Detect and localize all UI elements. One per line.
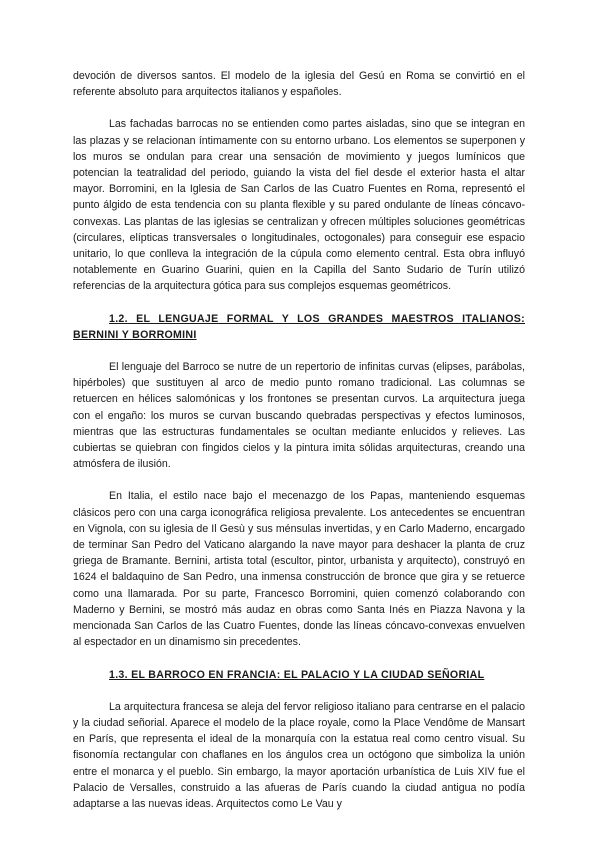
paragraph-gesu-continuation: devoción de diversos santos. El modelo de la iglesia del Gesú en Roma se convirtió en el referente absoluto para arquitectos italianos y españoles. bbox=[73, 70, 525, 99]
paragraph-italy-masters: En Italia, el estilo nace bajo el mecenazgo de los Papas, manteniendo esquemas clásicos pero con una carga iconográfica religiosa prevalente. Los antecedentes se encuentran en Vignola, con su iglesia de Il Gesù y sus ménsulas invertidas, y en Carlo Maderno, encargado de terminar San Pedro del Vaticano alargando la nave mayor para deshacer la planta de cruz griega de Bramante. Bernini, artista total (escultor, pintor, urbanista y arquitecto), construyó en 1624 el baldaquino de San Pedro, una inmensa construcción de bronce que gira y se retuerce como una llamarada. Por su parte, Francesco Borromini, quien comenzó colaborando con Maderno y Bernini, se mostró más audaz en obras como Santa Inés en Piazza Navona y la mencionada San Carlos de las Cuatro Fuentes, donde las líneas cóncavo-convexas envuelven al espectador en un dinamismo sin precedentes. bbox=[73, 490, 525, 649]
paragraph-french-architecture: La arquitectura francesa se aleja del fervor religioso italiano para centrarse en el palacio y la ciudad señorial. Aparece el modelo de la place royale, como la Place Vendôme de Mansart en París, que representa el ideal de la monarquía con la estatua real como centro visual. Su fisonomía rectangular con chaflanes en los ángulos crea un octógono que simboliza la unión entre el monarca y el pueblo. Sin embargo, la mayor aportación urbanística de Luis XIV fue el Palacio de Versalles, construido a las afueras de París cuando la ciudad antigua no podía adaptarse a las nuevas ideas. Arquitectos como Le Vau y bbox=[73, 700, 525, 810]
section-heading-1-3: 1.3. EL BARROCO EN FRANCIA: EL PALACIO Y LA CIUDAD SEÑORIAL bbox=[109, 668, 485, 681]
section-heading-1-2: 1.2. EL LENGUAJE FORMAL Y LOS GRANDES MAESTROS ITALIANOS: BERNINI Y BORROMINI bbox=[73, 312, 525, 341]
paragraph-baroque-language: El lenguaje del Barroco se nutre de un repertorio de infinitas curvas (elipses, parábolas, hipérboles) que sustituyen al arco de medio punto romano tradicional. Las columnas se retuercen en hélices salomónicas y los frontones se presentan curvos. La arquitectura juega con el engaño: los muros se curvan buscando quebradas perspectivas y efectos luminosos, mientras que las estructuras fundamentales se ocultan mediante enlucidos y relieves. Las cubiertas se quiebran con fingidos cielos y la pintura imita sólidas arquitecturas, creando una atmósfera de ilusión. bbox=[73, 361, 525, 471]
paragraph-baroque-facades: Las fachadas barrocas no se entienden como partes aisladas, sino que se integran en las plazas y se relacionan íntimamente con su entorno urbano. Los elementos se superponen y los muros se ondulan para crear una sensación de movimiento y juegos lumínicos que potencian la teatralidad del periodo, guiando la vista del fiel desde el exterior hasta el altar mayor. Borromini, en la Iglesia de San Carlos de las Cuatro Fuentes en Roma, representó el punto álgido de esta tendencia con su planta flexible y su pared ondulante de líneas cóncavo-convexas. Las plantas de las iglesias se centralizan y ofrecen múltiples soluciones geométricas (circulares, elípticas transversales o longitudinales, octogonales) para conseguir ese espacio unitario, lo que conlleva la integración de la cúpula como elemento central. Esta obra influyó notablemente en Guarino Guarini, quien en la Capilla del Santo Sudario de Turín utilizó referencias de la arquitectura gótica para sus complejos esquemas geométricos. bbox=[73, 118, 525, 293]
page-content bbox=[73, 68, 525, 812]
